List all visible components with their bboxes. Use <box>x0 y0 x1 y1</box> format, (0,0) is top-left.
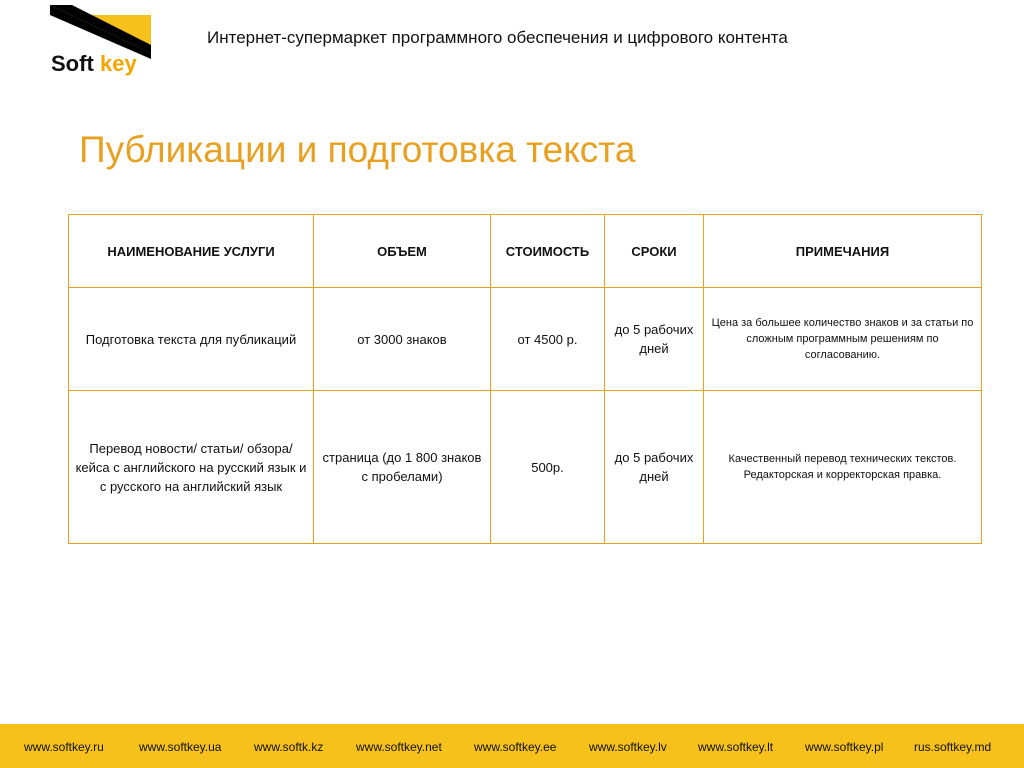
cell-service: Перевод новости/ статьи/ обзора/ кейса с английского на русский язык и с русского на английский язык <box>69 391 314 544</box>
footer-link-kz[interactable]: www.softk.kz <box>254 740 324 754</box>
page-title: Публикации и подготовка текста <box>79 129 636 170</box>
svg-text:key: key <box>100 51 137 76</box>
cell-terms: до 5 рабочих дней <box>605 288 704 391</box>
footer-link-ua[interactable]: www.softkey.ua <box>139 740 222 754</box>
footer-link-md[interactable]: rus.softkey.md <box>914 740 992 754</box>
footer-link-lv[interactable]: www.softkey.lv <box>589 740 667 754</box>
table-header-row <box>69 215 982 288</box>
header-price: СТОИМОСТЬ <box>491 215 605 288</box>
services-table <box>68 214 982 544</box>
cell-service: Подготовка текста для публикаций <box>69 288 314 391</box>
cell-price: от 4500 р. <box>491 288 605 391</box>
cell-volume: страница (до 1 800 знаков с пробелами) <box>314 391 491 544</box>
header-terms: СРОКИ <box>605 215 704 288</box>
site-tagline: Интернет-супермаркет программного обеспечения и цифрового контента <box>207 28 788 47</box>
footer-link-ee[interactable]: www.softkey.ee <box>474 740 557 754</box>
cell-notes: Качественный перевод технических текстов. Редакторская и корректорская правка. <box>704 391 982 544</box>
footer-link-net[interactable]: www.softkey.net <box>356 740 442 754</box>
cell-notes: Цена за большее количество знаков и за статьи по сложным программным решениям по согласованию. <box>704 288 982 391</box>
table-row <box>69 288 982 391</box>
cell-terms: до 5 рабочих дней <box>605 391 704 544</box>
cell-volume: от 3000 знаков <box>314 288 491 391</box>
footer-link-pl[interactable]: www.softkey.pl <box>805 740 884 754</box>
softkey-logo[interactable] <box>50 5 152 77</box>
svg-text:Soft: Soft <box>51 51 94 76</box>
footer-link-lt[interactable]: www.softkey.lt <box>698 740 774 754</box>
table-row <box>69 391 982 544</box>
footer-bar <box>0 724 1024 768</box>
footer-link-ru[interactable]: www.softkey.ru <box>24 740 104 754</box>
header-volume: ОБЪЕМ <box>314 215 491 288</box>
header-service: НАИМЕНОВАНИЕ УСЛУГИ <box>69 215 314 288</box>
logo-graphic <box>50 5 152 77</box>
header-notes: ПРИМЕЧАНИЯ <box>704 215 982 288</box>
cell-price: 500р. <box>491 391 605 544</box>
